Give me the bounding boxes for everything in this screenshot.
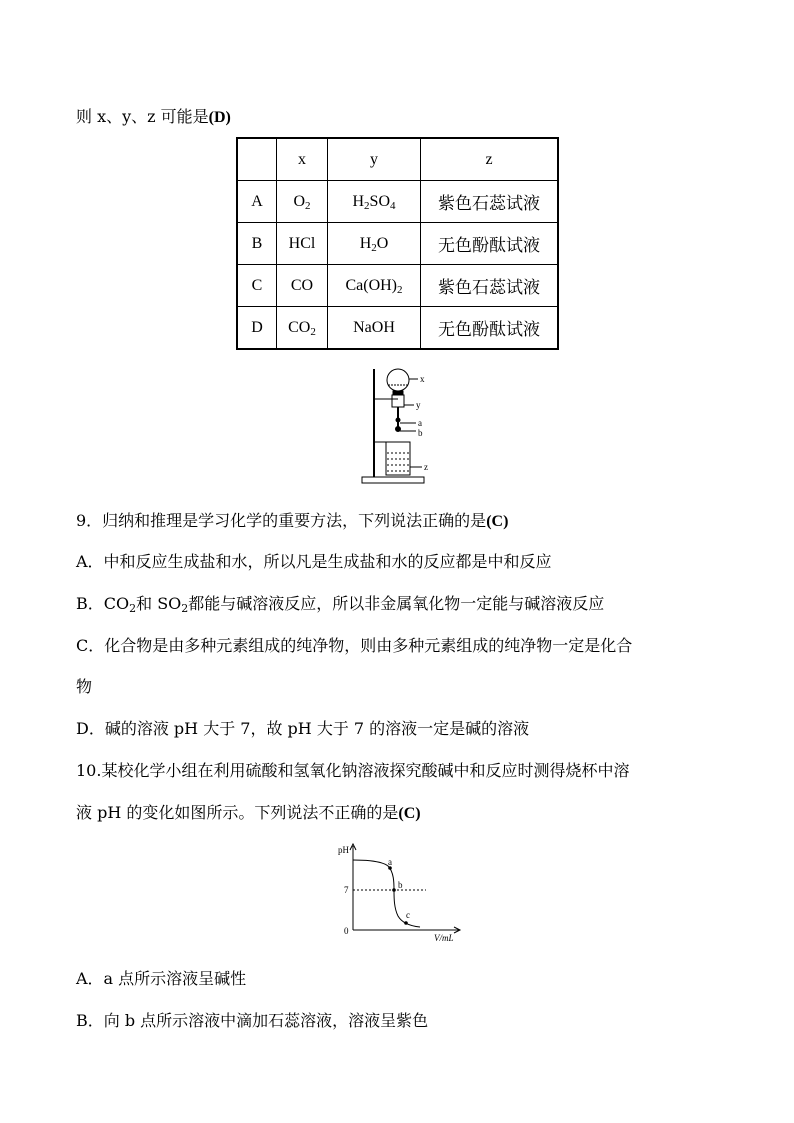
header-cell-y: y (328, 138, 421, 181)
cell-x: $CO_2$ (277, 307, 328, 350)
apparatus-diagram (358, 365, 440, 487)
cell-z: 无色酚酞试液 (421, 307, 559, 350)
y-tick-7: 7 (344, 885, 349, 895)
row-label: A (237, 181, 277, 223)
header-cell-x: x (277, 138, 328, 181)
cell-y: NaOH (328, 307, 421, 350)
options-table (236, 137, 559, 350)
point-a-label: a (388, 857, 392, 867)
q9-stem: 9．归纳和推理是学习化学的重要方法，下列说法正确的是(C) (76, 511, 509, 530)
q10-stem-2: 液 pH 的变化如图所示。下列说法不正确的是(C) (76, 803, 421, 822)
label-b: b (418, 428, 423, 438)
table-row (237, 181, 558, 223)
cell-x: HCl (277, 223, 328, 265)
label-z: z (424, 462, 428, 472)
label-y: y (416, 400, 421, 410)
header-cell-z: z (421, 138, 559, 181)
cell-x: CO (277, 265, 328, 307)
y-axis-label: pH (338, 845, 349, 855)
q10-option-b: B．向 b 点所示溶液中滴加石蕊溶液，溶液呈紫色 (76, 1011, 429, 1030)
cell-x: $O_2$ (277, 181, 328, 223)
point-b-label: b (398, 880, 403, 890)
cell-z: 紫色石蕊试液 (421, 181, 559, 223)
x-axis-label: V/mL (434, 933, 454, 943)
intro-answer: (D) (208, 109, 231, 126)
q9-option-b: B．$CO_2$和 $SO_2$都能与碱溶液反应，所以非金属氧化物一定能与碱溶液反应 (76, 594, 605, 615)
q10-option-a: A．a 点所示溶液呈碱性 (76, 969, 247, 988)
q9-option-d: D．碱的溶液 pH 大于 7，故 pH 大于 7 的溶液一定是碱的溶液 (76, 719, 530, 738)
q9-option-c-cont: 物 (76, 677, 93, 696)
table-header-row (237, 138, 558, 181)
point-b-marker (392, 888, 396, 892)
header-cell (237, 138, 277, 181)
ph-graph (328, 838, 468, 948)
row-label: B (237, 223, 277, 265)
cell-y: $H_2O$ (328, 223, 421, 265)
cell-z: 紫色石蕊试液 (421, 265, 559, 307)
q10-stem-1: 10.某校化学小组在利用硫酸和氢氧化钠溶液探究酸碱中和反应时测得烧杯中溶 (76, 761, 630, 780)
label-x: x (420, 374, 425, 384)
label-a: a (418, 418, 422, 428)
row-label: C (237, 265, 277, 307)
table-row (237, 223, 558, 265)
point-c-label: c (406, 910, 410, 920)
q9-answer: (C) (486, 513, 509, 530)
q10-answer: (C) (398, 805, 421, 822)
intro-line (76, 106, 231, 129)
row-label: D (237, 307, 277, 350)
origin-label: 0 (344, 926, 349, 936)
cell-y: $Ca(OH)_2$ (328, 265, 421, 307)
q9-option-c: C．化合物是由多种元素组成的纯净物，则由多种元素组成的纯净物一定是化合 (76, 636, 633, 655)
point-c-marker (404, 921, 408, 925)
intro-text: 则 x、y、z 可能是 (76, 107, 209, 126)
cell-y: $H_2SO_4$ (328, 181, 421, 223)
cell-z: 无色酚酞试液 (421, 223, 559, 265)
table-row (237, 265, 558, 307)
table-row (237, 307, 558, 350)
q9-option-a: A．中和反应生成盐和水，所以凡是生成盐和水的反应都是中和反应 (76, 552, 552, 571)
